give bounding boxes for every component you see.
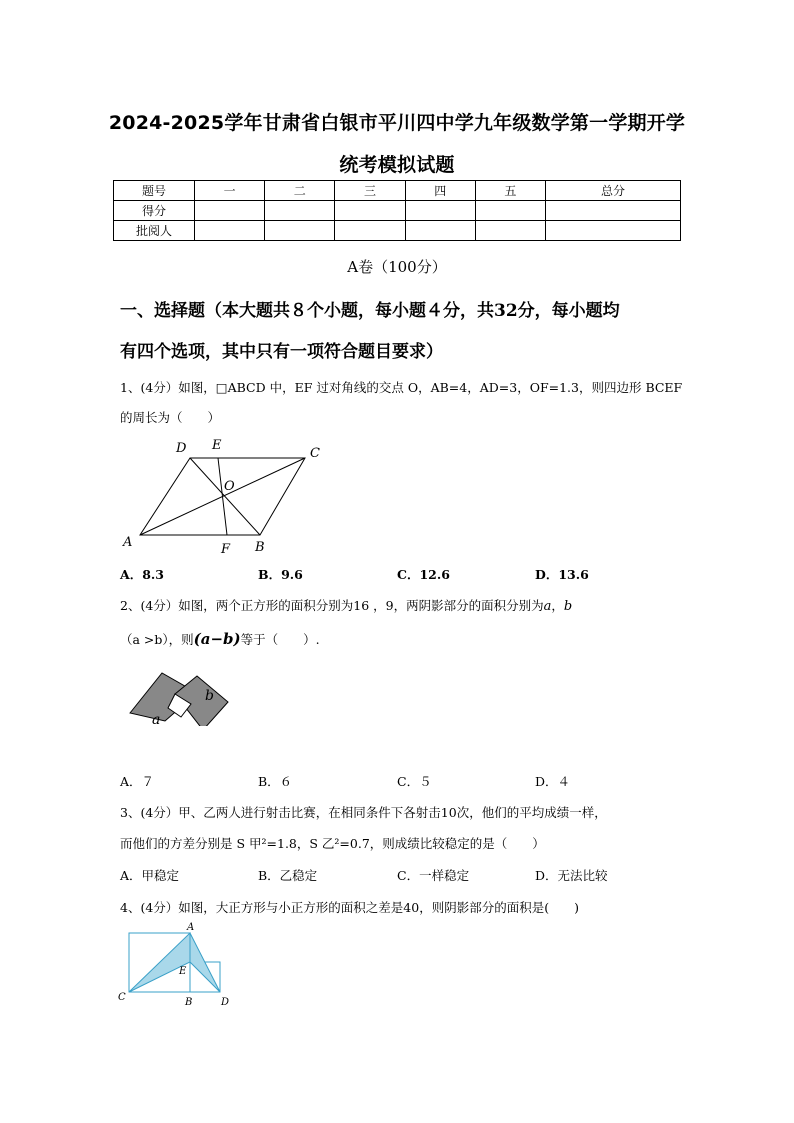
q4-text-line1: 4、(4分）如图，大正方形与小正方形的面积之差是40，则阴影部分的面积是( ) [120,900,579,915]
score-table-cell: 一 [195,181,265,201]
q2-option-b[interactable]: B．６ [258,774,293,789]
shaded-triangle-left [129,933,190,992]
label-a: A [123,535,133,550]
exam-title-line2: 统考模拟试题 [339,154,455,176]
q3-text-line1: 3、(4分）甲、乙两人进行射击比赛，在相同条件下各射击10次，他们的平均成绩一样， [120,805,607,820]
score-table-cell: 二 [265,181,335,201]
score-table-cell: 五 [475,181,545,201]
label-c: C [118,992,126,1003]
score-table-row-label: 批阅人 [114,221,195,241]
q2-var-a: a [543,599,552,614]
score-table-cell: 四 [405,181,475,201]
label-d: D [176,441,187,456]
q3-option-b[interactable]: B．乙稳定 [258,868,318,883]
label-o: O [224,479,235,494]
q2-text-line1-main: 2、(4分）如图，两个正方形的面积分别为16 ，9，两阴影部分的面积分别为 [120,598,544,613]
score-cell [546,201,681,221]
q1-parallelogram-figure [115,435,330,557]
score-cell [405,221,475,241]
q2-text-line1 [120,596,572,614]
label-f: F [221,542,231,557]
q3-option-d[interactable]: D．无法比较 [535,868,608,883]
score-cell [335,221,405,241]
q2-text-line2 [120,630,320,648]
q1-text-line1: 1、(4分）如图，□ABCD 中，EF 过对角线的交点 O，AB=4，AD=3，OF=1.3，则四边形 BCEF [120,380,683,395]
q1-option-b[interactable]: B．9.6 [258,567,303,582]
score-cell [335,201,405,221]
q2-comma: ， [551,598,564,613]
score-table-row-label: 得分 [114,201,195,221]
q1-option-c[interactable]: C．12.6 [397,567,450,582]
diagonal-bd [190,458,260,535]
score-table-cell: 三 [335,181,405,201]
score-cell [405,201,475,221]
section1-heading-line2: 有四个选项，其中只有一项符合题目要求） [120,342,443,362]
score-table-cell: 题号 [114,181,195,201]
q2-expression: (a−b) [193,630,241,648]
q2-option-d[interactable]: D．４ [535,774,571,789]
label-d: D [221,997,230,1008]
score-cell [475,221,545,241]
label-e: E [212,438,222,453]
fig-label-a: a [152,712,161,726]
q3-option-a[interactable]: A．甲稳定 [120,868,180,883]
q2-text-line2-post: 等于（ ）. [240,632,320,647]
label-c: C [310,446,320,461]
q3-text-line2: 而他们的方差分别是 S 甲²=1.8，S 乙²=0.7，则成绩比较稳定的是（ ） [120,836,545,851]
score-cell [195,221,265,241]
q1-text-line2: 的周长为（ ） [120,410,221,425]
score-cell [195,201,265,221]
q4-squares-figure [115,920,245,1010]
label-e: E [179,966,187,977]
score-cell [265,221,335,241]
exam-title-line1: 2024-2025学年甘肃省白银市平川四中学九年级数学第一学期开学 [108,112,686,134]
score-table [113,180,681,241]
q2-squares-figure [125,668,235,726]
score-table-header-row [114,181,681,201]
q3-option-c[interactable]: C．一样稳定 [397,868,470,883]
score-table-row [114,201,681,221]
score-cell [546,221,681,241]
score-table-cell: 总分 [546,181,681,201]
q1-option-a[interactable]: A．8.3 [120,567,164,582]
q2-option-a[interactable]: A．７ [120,774,155,789]
section1-heading-line1: 一、选择题（本大题共８个小题，每小题４分，共32分，每小题均 [120,301,620,321]
q2-option-c[interactable]: C．５ [397,774,432,789]
score-cell [265,201,335,221]
label-b: B [255,540,265,555]
q2-var-b: b [563,599,573,614]
score-table-row [114,221,681,241]
part-a-heading: A卷（100分） [347,258,447,276]
q1-option-d[interactable]: D．13.6 [535,567,589,582]
fig-label-b: b [205,688,214,704]
q2-text-line2-pre: （a >b），则 [120,632,194,647]
score-cell [475,201,545,221]
label-a: A [187,922,195,933]
label-b: B [185,997,193,1008]
